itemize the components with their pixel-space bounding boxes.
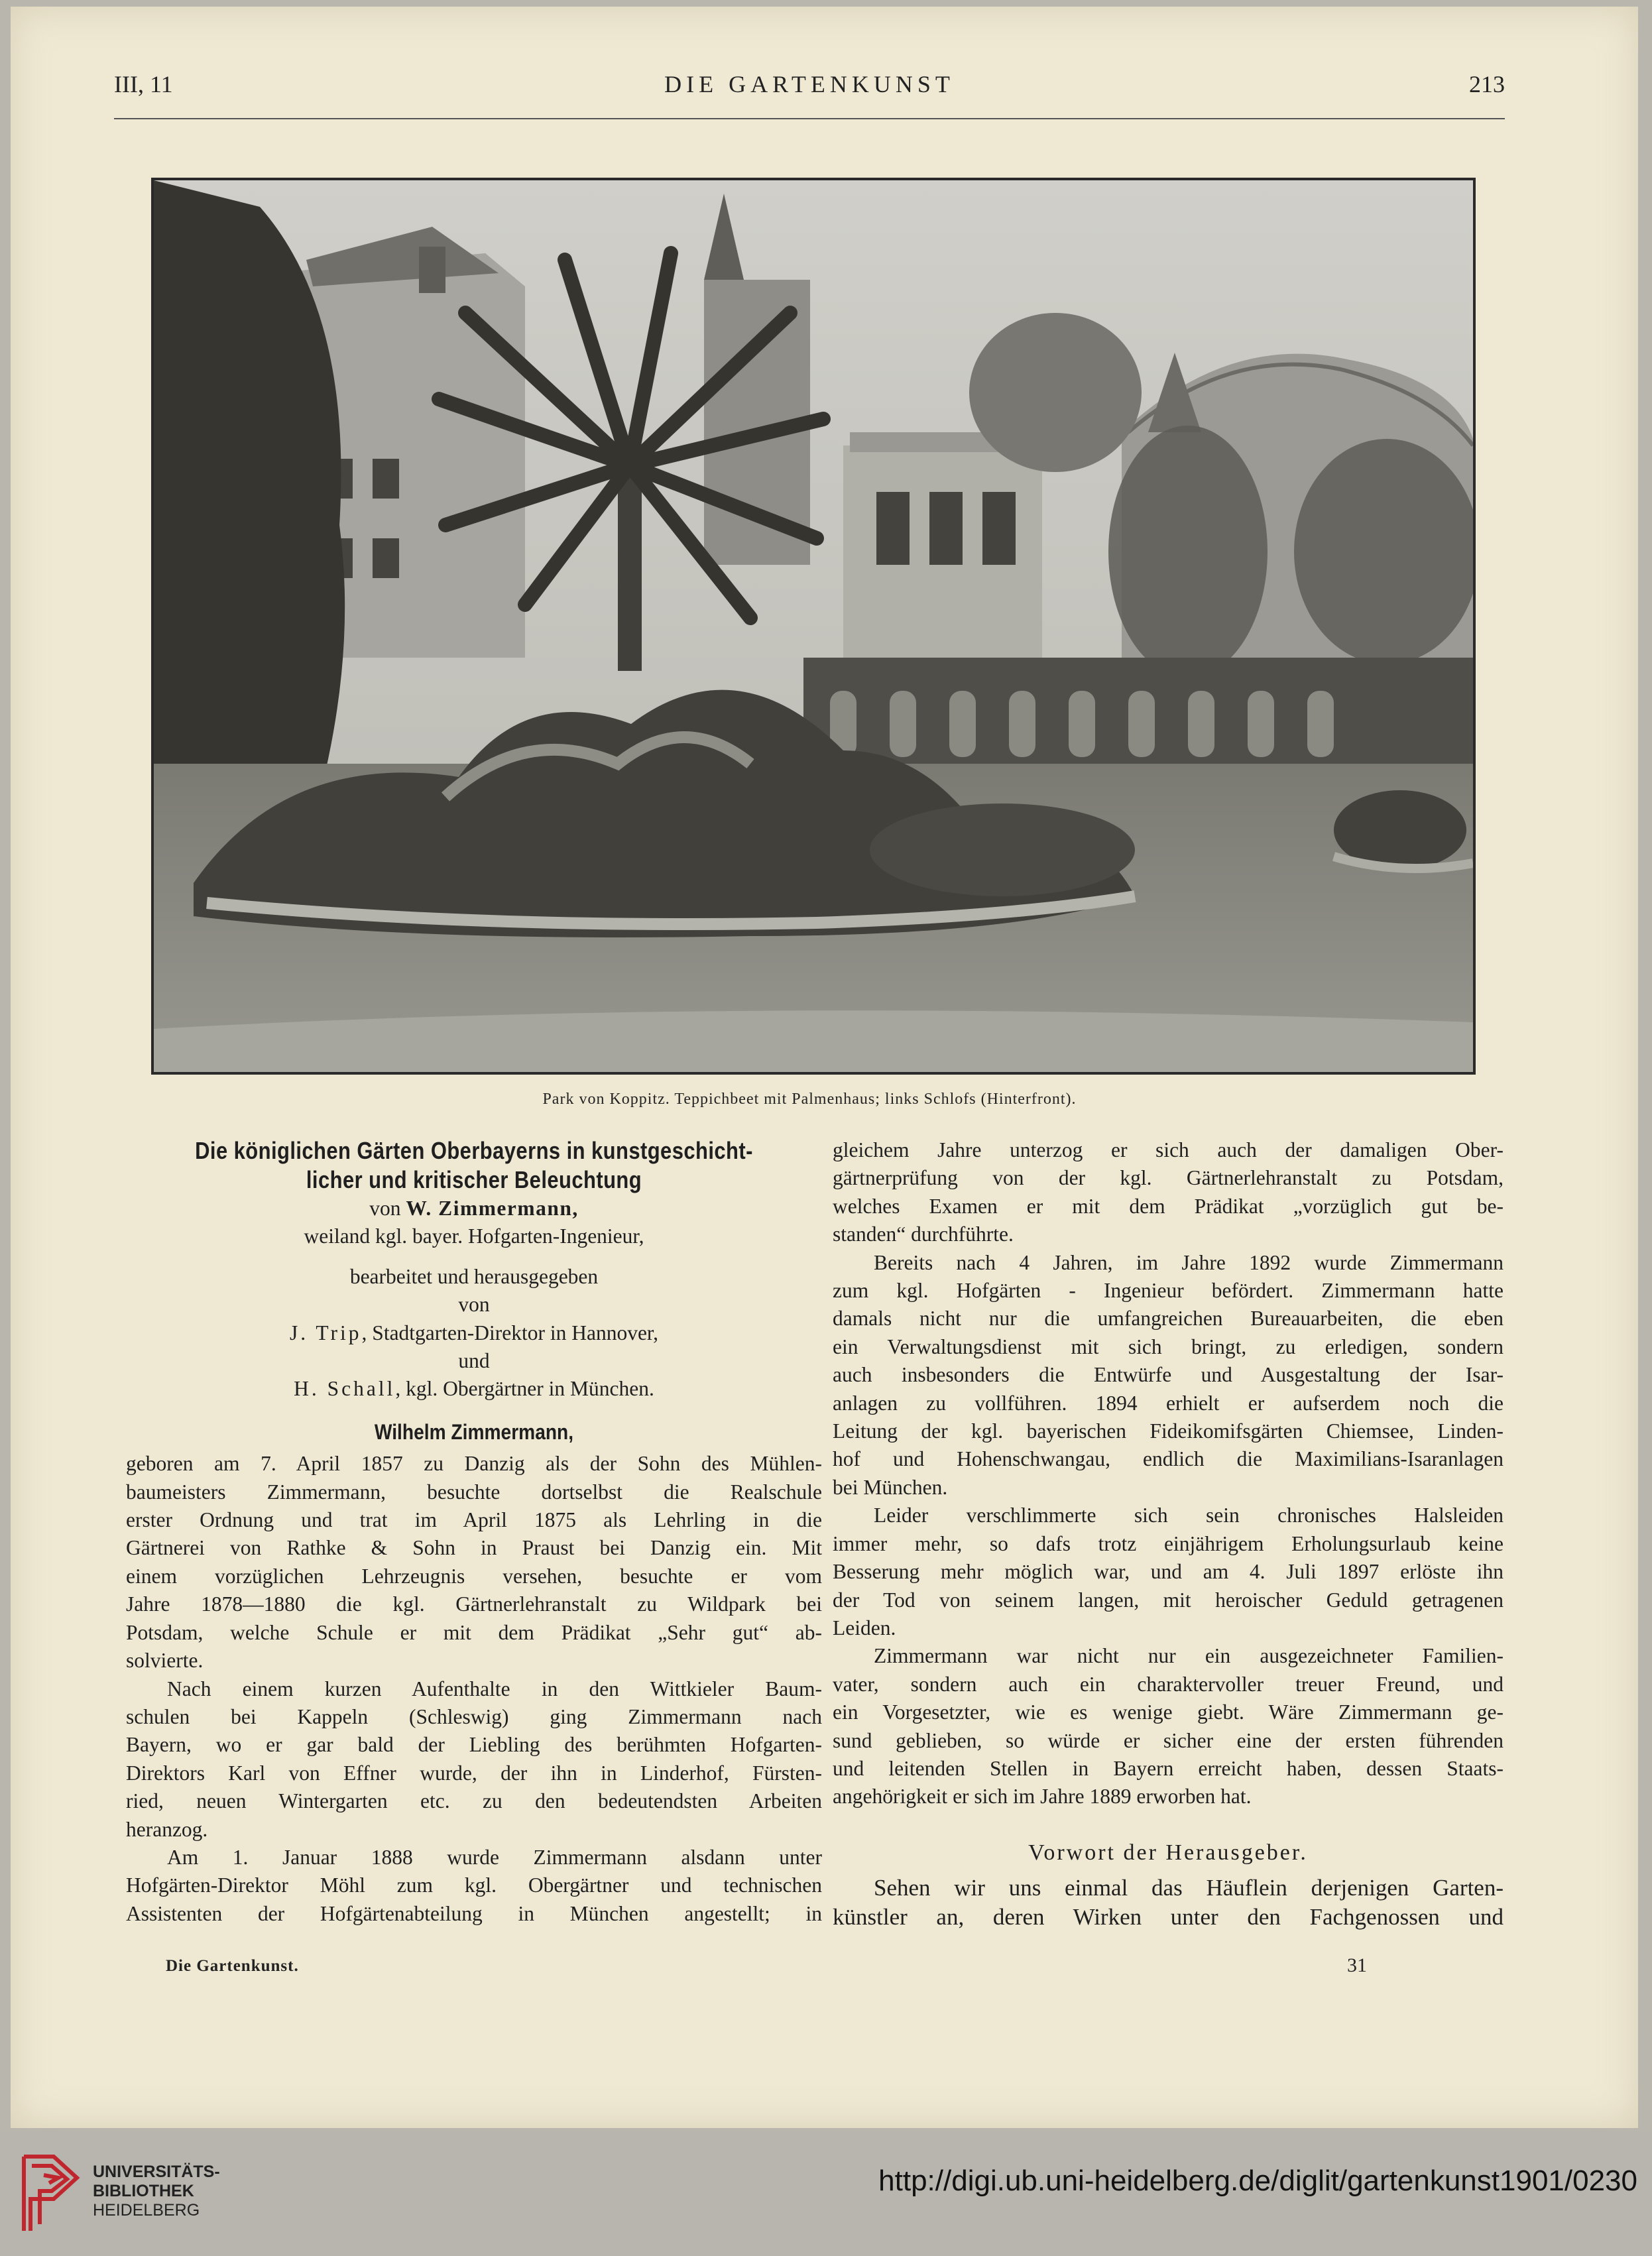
text-line: ein Verwaltungsdienst mit sich bringt, zu erledigen, sondern [833,1335,1504,1358]
preface-heading: Vorwort der Herausgeber. [1028,1840,1308,1865]
signature-number: 31 [1347,1954,1367,1976]
text-line: Jahre 1878—1880 die kgl. Gärtnerlehranstalt zu Wildpark bei [126,1592,822,1616]
text-line: der Tod von seinem langen, mit heroischer Geduld getragenen [833,1588,1504,1612]
photo-caption: Park von Koppitz. Teppichbeet mit Palmenhaus; links Schlofs (Hinterfront). [542,1091,1077,1108]
text-line: bei München. [833,1475,948,1499]
text-line: Direktors Karl von Effner wurde, der ihn in Linderhof, Fürsten- [126,1761,822,1785]
editor-2 [126,1375,822,1403]
text-line: Bereits nach 4 Jahren, im Jahre 1892 wurde Zimmermann [874,1250,1504,1274]
text-line: Nach einem kurzen Aufenthalte in den Wittkieler Baum- [167,1677,822,1700]
text-line: Leitung der kgl. bayerischen Fideikomifsgärten Chiemsee, Linden- [833,1419,1504,1443]
biography-text [126,1450,822,1928]
text-line: vater, sondern auch ein charaktervoller treuer Freund, und [833,1672,1504,1696]
text-line: sund geblieben, so würde er sicher eine der ersten führenden [833,1728,1504,1752]
text-line: Assistenten der Hofgärtenabteilung in München angestellt; in [126,1901,822,1925]
left-column [126,1136,822,1928]
right-column [833,1136,1504,1932]
text-line: welches Examen er mit dem Prädikat „vorzüglich gut be- [833,1194,1504,1218]
running-head [114,66,1505,106]
text-line: Potsdam, welche Schule er mit dem Prädikat „Sehr gut“ ab- [126,1620,822,1644]
library-name [93,2163,220,2220]
text-line: Sehen wir uns einmal das Häuflein derjenigen Garten- [874,1875,1504,1901]
library-name-line-3: HEIDELBERG [93,2201,200,2220]
text-line: Gärtnerei von Rathke & Sohn in Praust bei Danzig ein. Mit [126,1536,822,1560]
journal-title: DIE GARTENKUNST [664,71,955,97]
heidelberg-library-logo [17,2151,84,2236]
editor-1-role: , Stadtgarten-Direktor in Hannover, [361,1321,659,1344]
text-line: ried, neuen Wintergarten etc. zu den bedeutendsten Arbeiten [126,1789,822,1813]
text-line: Besserung mehr möglich war, und am 4. Juli 1897 erlöste ihn [833,1560,1504,1584]
byline [126,1195,822,1222]
article-title-line-1: Die königlichen Gärten Oberbayerns in kunstgeschicht- [195,1137,753,1164]
text-line: Am 1. Januar 1888 wurde Zimmermann alsdann unter [167,1845,822,1869]
editor-2-role: , kgl. Obergärtner in München. [395,1377,654,1401]
author-role: weiland kgl. bayer. Hofgarten-Ingenieur, [304,1224,644,1248]
text-line: Leiden. [833,1616,896,1639]
byline-prefix: von [369,1197,406,1220]
page-number: 213 [1469,71,1505,97]
text-line: heranzog. [126,1817,208,1841]
article-title-line-2: licher und kritischer Beleuchtung [306,1166,642,1193]
library-name-line-1: UNIVERSITÄTS- [93,2163,220,2181]
permalink-url[interactable]: http://digi.ub.uni-heidelberg.de/diglit/gartenkunst1901/0230 [878,2165,1637,2197]
text-line: auch insbesonders die Entwürfe und Ausgestaltung der Isar- [833,1363,1504,1387]
text-line: geboren am 7. April 1857 zu Danzig als der Sohn des Mühlen- [126,1452,822,1476]
header-rule [114,118,1505,119]
text-line: ein Vorgesetzter, wie es wenige giebt. Wäre Zimmermann ge- [833,1700,1504,1724]
editor-2-name: H. Schall [294,1377,396,1401]
text-line: gärtnerprüfung von der kgl. Gärtnerlehranstalt zu Potsdam, [833,1166,1504,1190]
text-line: einem vorzüglichen Lehrzeugnis versehen, besuchte er vom [126,1564,822,1588]
text-line: Bayern, wo er gar bald der Liebling des berühmten Hofgarten- [126,1733,822,1757]
text-line: damals nicht nur die umfangreichen Bureauarbeiten, die eben [833,1307,1504,1331]
editor-und: und [458,1349,490,1373]
edited-note: bearbeitet und herausgegeben [349,1264,599,1288]
text-line: Leider verschlimmerte sich sein chronisches Halsleiden [874,1504,1504,1527]
author-name: W. Zimmermann, [406,1197,579,1220]
library-name-line-2: BIBLIOTHEK [93,2182,194,2200]
text-line: hof und Hohenschwangau, endlich die Maximilians-Isaranlagen [833,1447,1504,1471]
text-line: immer mehr, so dafs trotz einjährigem Erholungsurlaub keine [833,1531,1504,1555]
text-line: standen“ durchführte. [833,1222,1014,1246]
text-line: Hofgärten-Direktor Möhl zum kgl. Obergärtner und technischen [126,1873,822,1897]
editor-1-name: J. Trip [289,1321,362,1344]
editor-1 [126,1319,822,1347]
text-line: baumeisters Zimmermann, besuchte dortselbst die Realschule [126,1480,822,1504]
signature-journal: Die Gartenkunst. [166,1957,299,1975]
text-line: Zimmermann war nicht nur ein ausgezeichneter Familien- [874,1644,1504,1668]
text-line: zum kgl. Hofgärten - Ingenieur befördert. Zimmermann hatte [833,1279,1504,1303]
text-line: schulen bei Kappeln (Schleswig) ging Zimmermann nach [126,1704,822,1728]
edited-von: von [458,1293,490,1317]
volume-issue: III, 11 [114,71,173,97]
biography-continuation [833,1136,1504,1811]
preface-text [833,1873,1504,1932]
text-line: angehörigkeit er sich im Jahre 1889 erworben hat. [833,1785,1252,1809]
text-line: erster Ordnung und trat im April 1875 als Lehrling in die [126,1508,822,1532]
text-line: künstler an, deren Wirken unter den Fachgenossen und [833,1904,1504,1930]
text-line: solvierte. [126,1649,204,1673]
text-line: anlagen zu vollführen. 1894 erhielt er aufserdem noch die [833,1391,1504,1415]
text-line: und leitenden Stellen in Bayern erreicht haben, dessen Staats- [833,1756,1504,1780]
biography-subhead: Wilhelm Zimmermann, [374,1419,574,1444]
garden-photograph [151,178,1476,1075]
text-line: gleichem Jahre unterzog er sich auch der damaligen Ober- [833,1138,1504,1161]
